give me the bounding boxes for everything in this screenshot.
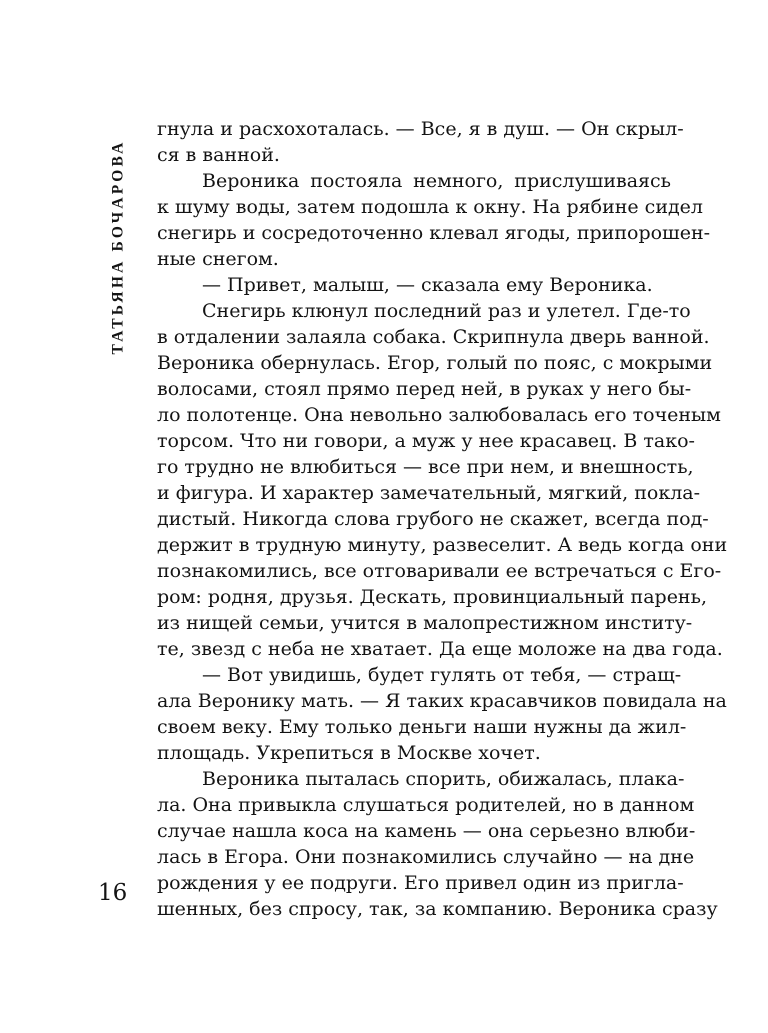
text-line: из нищей семьи, учится в малопрестижном институ-	[157, 612, 693, 635]
text-line: к шуму воды, затем подошла к окну. На рябине сидел	[157, 196, 703, 219]
running-head-text: ТАТЬЯНА БОЧАРОВА	[110, 139, 127, 355]
text-line: волосами, стоял прямо перед ней, в руках у него бы-	[157, 378, 692, 401]
text-line: ром: родня, друзья. Дескать, провинциальный парень,	[157, 586, 707, 609]
text-line: держит в трудную минуту, развеселит. А ведь когда они	[157, 534, 728, 557]
text-line: случае нашла коса на камень — она серьезно влюби-	[157, 820, 696, 843]
text-line: Вероника пыталась спорить, обижалась, плака-	[202, 768, 685, 791]
text-line: снегирь и сосредоточенно клевал ягоды, припорошен-	[157, 222, 711, 245]
text-line: рождения у ее подруги. Его привел один из пригла-	[157, 872, 684, 895]
text-line: ла. Она привыкла слушаться родителей, но в данном	[157, 794, 695, 817]
text-line: своем веку. Ему только деньги наши нужны да жил-	[157, 716, 687, 739]
text-line: Вероника обернулась. Егор, голый по пояс, с мокрыми	[157, 352, 713, 375]
text-line: лась в Егора. Они познакомились случайно — на дне	[157, 846, 695, 869]
body-text	[157, 116, 728, 922]
text-line: площадь. Укрепиться в Москве хочет.	[157, 742, 541, 765]
text-line: — Привет, малыш, — сказала ему Вероника.	[202, 274, 653, 297]
text-line: ала Веронику мать. — Я таких красавчиков повидала на	[157, 690, 727, 713]
text-line: ло полотенце. Она невольно залюбовалась его точеным	[157, 404, 721, 427]
text-line: — Вот увидишь, будет гулять от тебя, — стращ-	[202, 664, 682, 687]
text-line: и фигура. И характер замечательный, мягкий, покла-	[157, 482, 701, 505]
text-line: Вероника постояла немного, прислушиваясь	[202, 170, 671, 193]
text-line: ные снегом.	[157, 248, 279, 271]
text-line: гнула и расхохоталась. — Все, я в душ. — Он скрыл-	[157, 118, 684, 140]
page-number: 16	[98, 880, 128, 906]
running-head	[93, 118, 145, 376]
text-line: ся в ванной.	[157, 144, 280, 167]
text-line: в отдалении залаяла собака. Скрипнула дверь ванной.	[157, 326, 710, 349]
text-line: шенных, без спросу, так, за компанию. Вероника сразу	[157, 898, 718, 921]
text-line: дистый. Никогда слова грубого не скажет, всегда под-	[157, 508, 709, 531]
text-line: те, звезд с неба не хватает. Да еще моложе на два года.	[157, 638, 723, 661]
text-line: го трудно не влюбиться — все при нем, и внешность,	[157, 456, 694, 479]
text-line: познакомились, все отговаривали ее встречаться с Его-	[157, 560, 722, 583]
text-line: торсом. Что ни говори, а муж у нее красавец. В тако-	[157, 430, 695, 453]
text-line: Снегирь клюнул последний раз и улетел. Где-то	[202, 300, 691, 323]
